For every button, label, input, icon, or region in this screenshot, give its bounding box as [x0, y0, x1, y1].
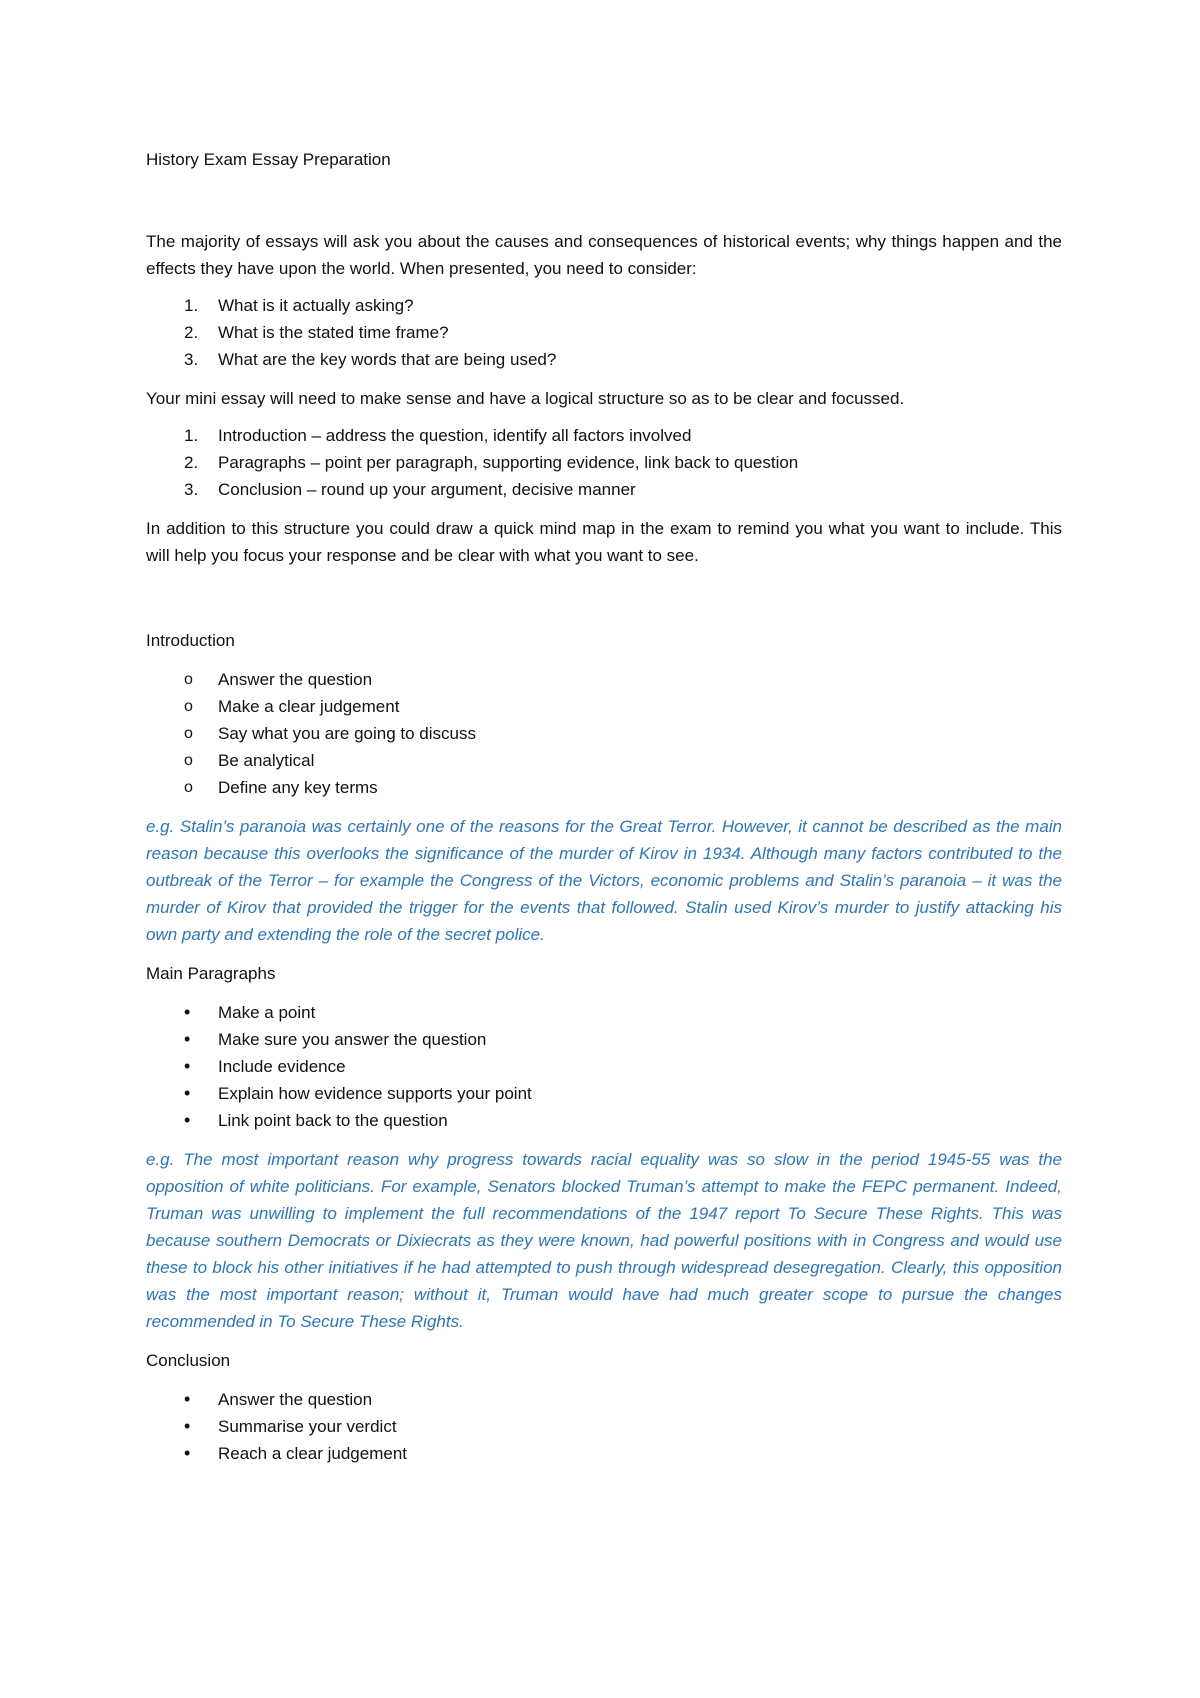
conclusion-list: [146, 1386, 1062, 1467]
list-item: [146, 476, 1062, 503]
list-item: [146, 1026, 1062, 1053]
list-item-text: What is the stated time frame?: [218, 323, 449, 342]
list-item: [146, 693, 1062, 720]
list-marker: 2.: [184, 323, 199, 342]
list-item: [146, 1107, 1062, 1134]
list-item: [146, 1080, 1062, 1107]
list-item: [146, 666, 1062, 693]
main-paragraphs-list: [146, 999, 1062, 1134]
bullet-icon: •: [184, 1029, 191, 1049]
list-item: [146, 422, 1062, 449]
list-item-text: Make a clear judgement: [218, 697, 400, 716]
list-item-text: Say what you are going to discuss: [218, 724, 476, 743]
list-item-text: Link point back to the question: [218, 1111, 448, 1130]
list-item-text: Include evidence: [218, 1057, 346, 1076]
main-paragraphs-heading: Main Paragraphs: [146, 964, 276, 983]
list-item: [146, 999, 1062, 1026]
consider-list: [146, 292, 1062, 373]
list-item-text: Conclusion – round up your argument, decisive manner: [218, 480, 636, 499]
list-marker: 2.: [184, 453, 199, 472]
bullet-icon: •: [184, 1110, 191, 1130]
circle-bullet-icon: o: [184, 779, 193, 796]
list-marker: 3.: [184, 480, 199, 499]
bullet-icon: •: [184, 1056, 191, 1076]
list-item-text: Introduction – address the question, identify all factors involved: [218, 426, 692, 445]
structure-paragraph: Your mini essay will need to make sense and have a logical structure so as to be clear and focussed.: [146, 389, 905, 408]
bullet-icon: •: [184, 1002, 191, 1022]
list-item: [146, 1053, 1062, 1080]
bullet-icon: •: [184, 1443, 191, 1463]
list-item-text: Explain how evidence supports your point: [218, 1084, 532, 1103]
conclusion-heading: Conclusion: [146, 1351, 231, 1370]
list-item: [146, 1413, 1062, 1440]
list-marker: 1.: [184, 426, 199, 445]
bullet-icon: •: [184, 1083, 191, 1103]
circle-bullet-icon: o: [184, 671, 193, 688]
list-item: [146, 346, 1062, 373]
list-item-text: Paragraphs – point per paragraph, supporting evidence, link back to question: [218, 453, 799, 472]
list-item-text: Be analytical: [218, 751, 315, 770]
list-item-text: Define any key terms: [218, 778, 378, 797]
list-item: [146, 449, 1062, 476]
list-item: [146, 774, 1062, 801]
mind-map-paragraph: In addition to this structure you could draw a quick mind map in the exam to remind you what you want to include. This will help you focus your response and be clear with what you want to see.: [146, 519, 1062, 565]
introduction-example: e.g. Stalin’s paranoia was certainly one of the reasons for the Great Terror. However, it cannot be described as the main reason because this overlooks the significance of the murder of Kirov in 1934. Although many factors contributed to the outbreak of the Terror – for example the Congress of the Victors, economic problems and Stalin’s paranoia – it was the murder of Kirov that provided the trigger for the events that followed. Stalin used Kirov’s murder to justify attacking his own party and extending the role of the secret police.: [146, 817, 1062, 944]
list-item-text: What are the key words that are being used?: [218, 350, 557, 369]
list-item: [146, 292, 1062, 319]
main-paragraphs-example: e.g. The most important reason why progress towards racial equality was so slow in the period 1945-55 was the opposition of white politicians. For example, Senators blocked Truman’s attempt to make the FEPC permanent. Indeed, Truman was unwilling to implement the full recommendations of the 1947 report To Secure These Rights. This was because southern Democrats or Dixiecrats as they were known, had powerful positions with in Congress and would use these to block his other initiatives if he had attempted to push through widespread desegregation. Clearly, this opposition was the most important reason; without it, Truman would have had much greater scope to pursue the changes recommended in To Secure These Rights.: [146, 1150, 1062, 1331]
list-marker: 1.: [184, 296, 199, 315]
document-title: History Exam Essay Preparation: [146, 150, 391, 169]
list-marker: 3.: [184, 350, 199, 369]
circle-bullet-icon: o: [184, 725, 193, 742]
list-item: [146, 747, 1062, 774]
list-item-text: Make a point: [218, 1003, 316, 1022]
list-item-text: Reach a clear judgement: [218, 1444, 408, 1463]
list-item-text: What is it actually asking?: [218, 296, 414, 315]
list-item: [146, 1386, 1062, 1413]
list-item-text: Answer the question: [218, 670, 373, 689]
bullet-icon: •: [184, 1416, 191, 1436]
list-item: [146, 319, 1062, 346]
list-item-text: Make sure you answer the question: [218, 1030, 487, 1049]
list-item-text: Answer the question: [218, 1390, 373, 1409]
list-item-text: Summarise your verdict: [218, 1417, 397, 1436]
structure-list: [146, 422, 1062, 503]
introduction-heading: Introduction: [146, 631, 235, 650]
intro-paragraph: The majority of essays will ask you about the causes and consequences of historical events; why things happen and the effects they have upon the world. When presented, you need to consider:: [146, 232, 1062, 278]
list-item: [146, 720, 1062, 747]
introduction-list: [146, 666, 1062, 801]
bullet-icon: •: [184, 1389, 191, 1409]
circle-bullet-icon: o: [184, 698, 193, 715]
circle-bullet-icon: o: [184, 752, 193, 769]
list-item: [146, 1440, 1062, 1467]
